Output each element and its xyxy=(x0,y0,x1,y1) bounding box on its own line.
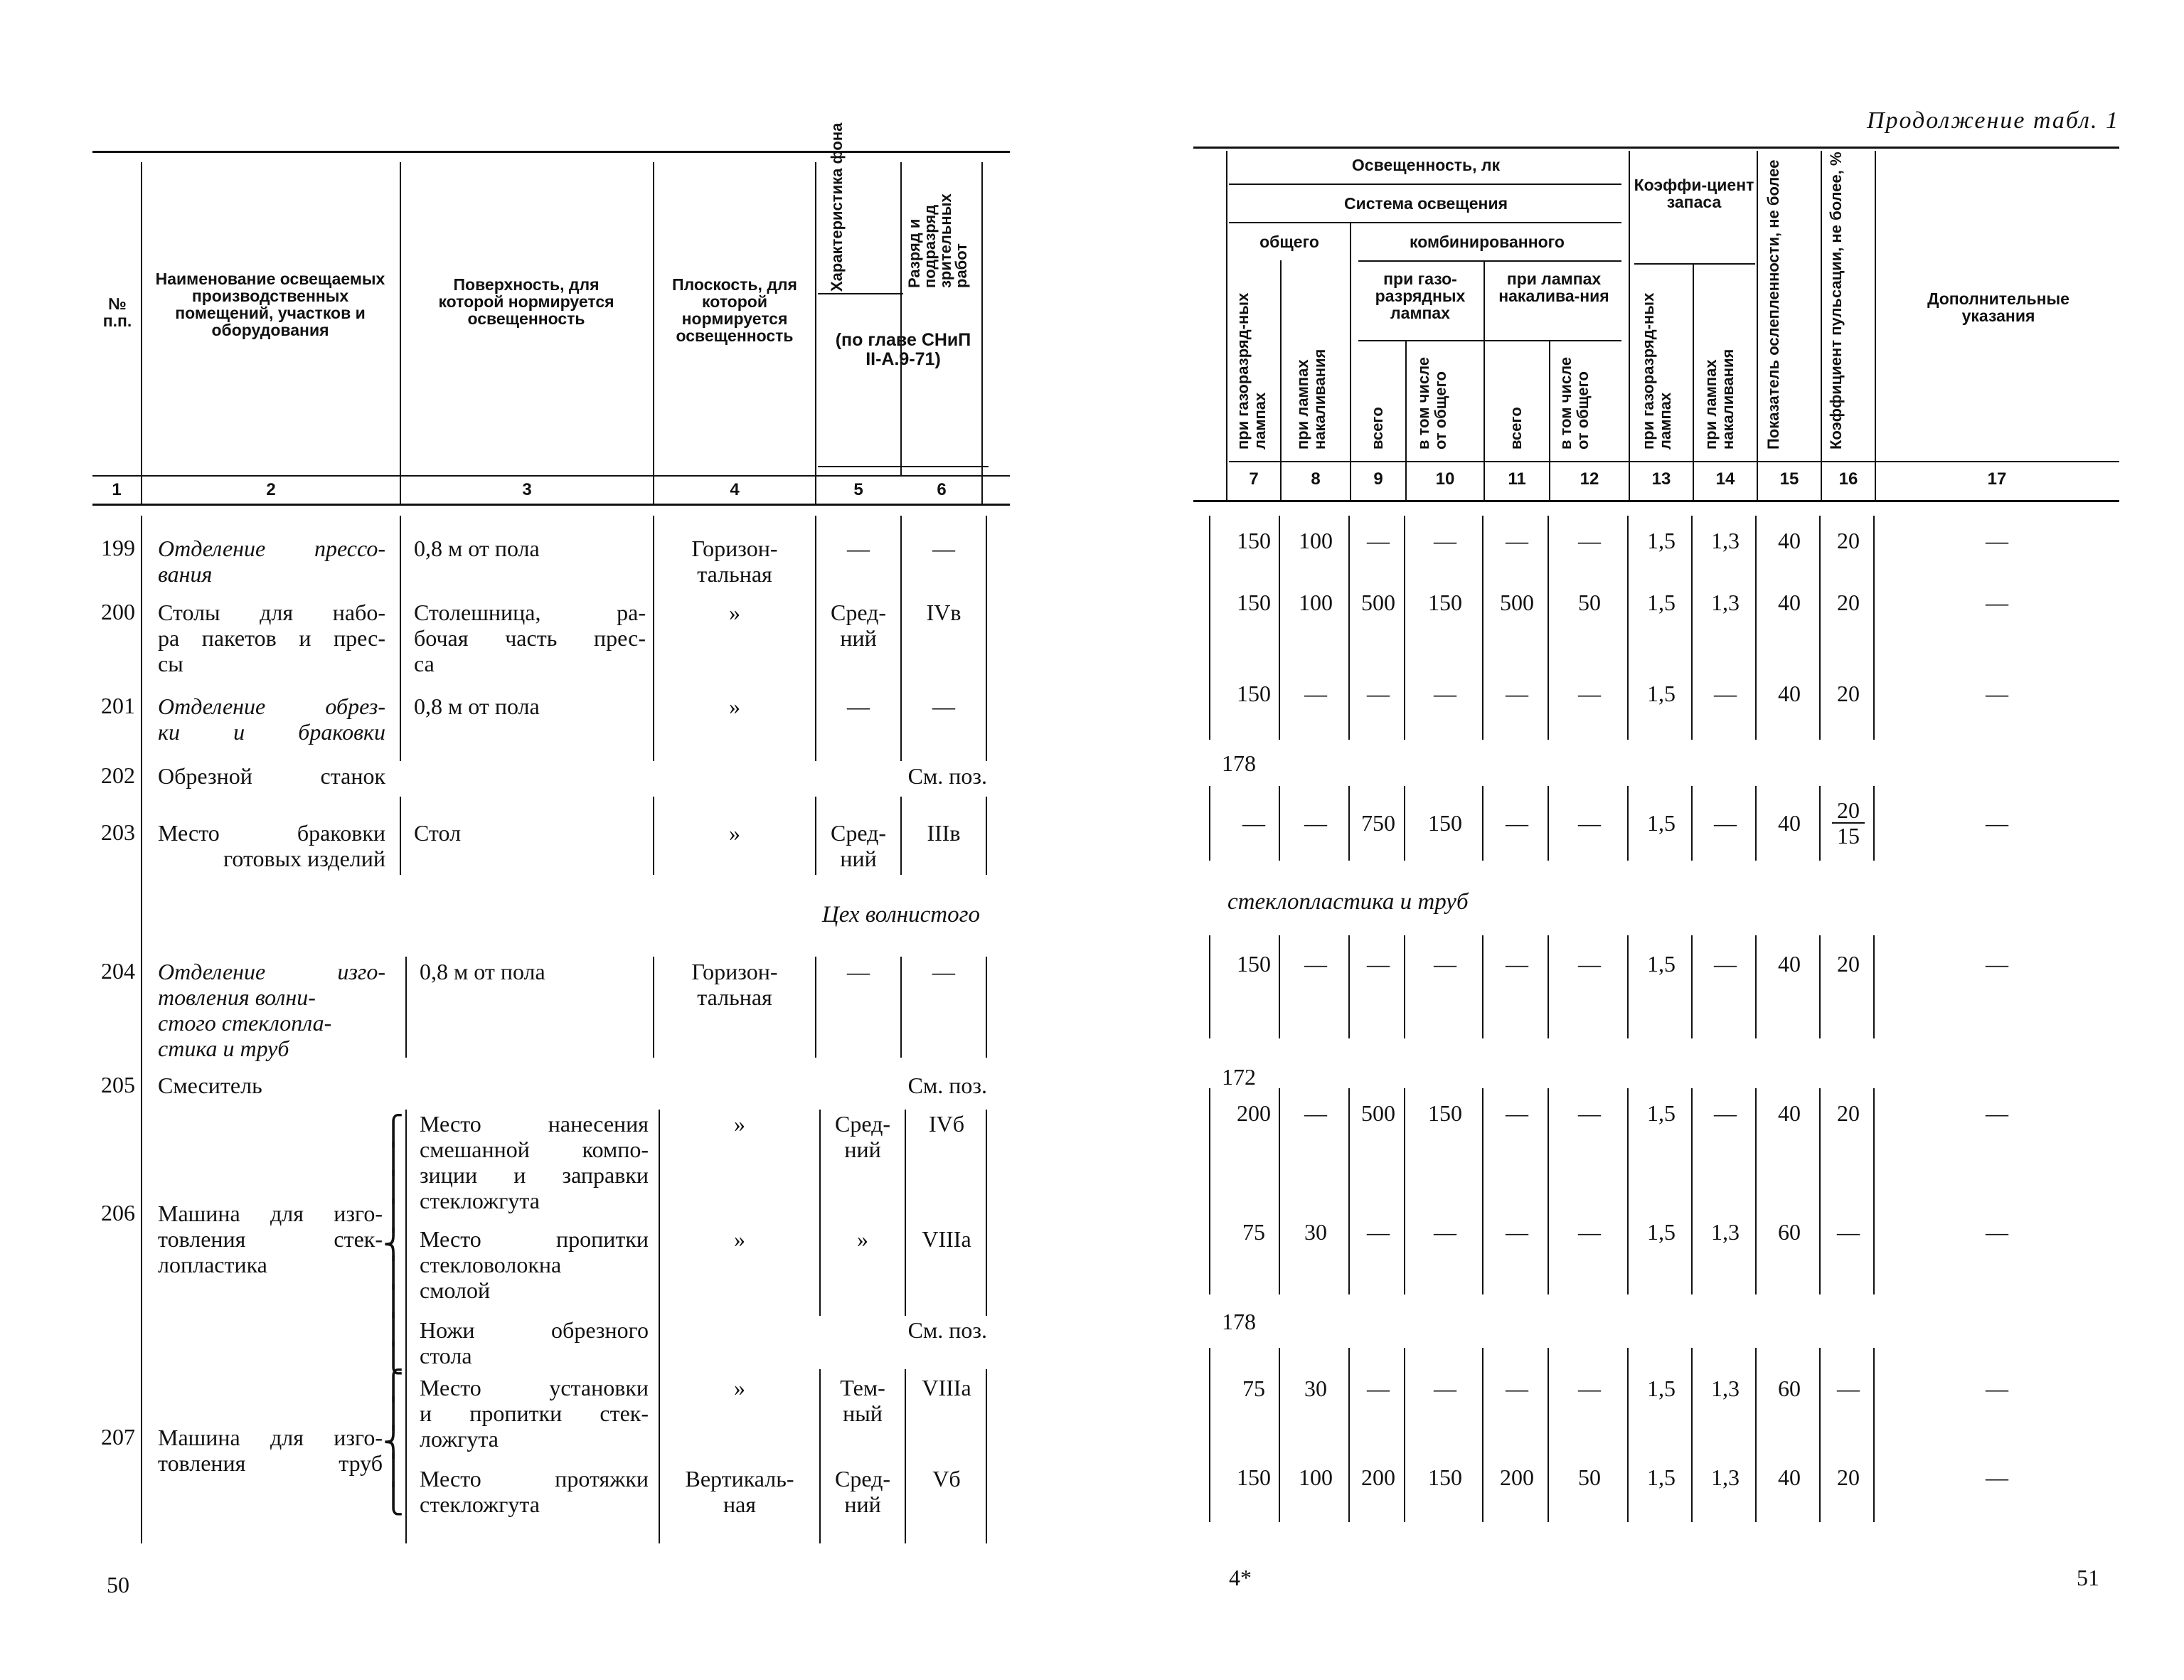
cell-col-17: — xyxy=(1986,1464,2008,1490)
cell-col-8: 100 xyxy=(1299,528,1333,553)
row-plane: » xyxy=(734,1375,745,1400)
row-name-line: Место браковки xyxy=(158,820,385,846)
cell-col-17: — xyxy=(1986,528,2008,553)
row-surface-line: и пропитки стек- xyxy=(420,1400,649,1426)
cell-col-7: 75 xyxy=(1242,1376,1265,1401)
row-name-line: Столы для набо- xyxy=(158,600,385,625)
row-name-line: товления волни- xyxy=(158,984,316,1010)
cell-col-9: — xyxy=(1367,951,1390,977)
cell-col-8: — xyxy=(1304,681,1327,706)
row-bg: — xyxy=(847,536,870,561)
row-bg-line: Сред- xyxy=(830,600,887,625)
cell-col-8: 30 xyxy=(1304,1219,1327,1245)
row-name-line: товления труб xyxy=(158,1450,383,1476)
signature-mark: 4* xyxy=(1229,1565,1252,1590)
row-grade: — xyxy=(932,536,955,561)
header-c10: в том числе от общего xyxy=(1415,356,1449,450)
cell-col-13: 1,5 xyxy=(1647,681,1676,706)
cell-col-8: — xyxy=(1304,1100,1327,1126)
col-number: 15 xyxy=(1779,469,1799,489)
row-surface-line: стекложгута xyxy=(420,1492,540,1517)
row-number: 199 xyxy=(101,535,135,560)
row-bg-line: ний xyxy=(840,846,877,871)
cell-col-12: — xyxy=(1578,810,1601,836)
row-number: 206 xyxy=(101,1200,135,1226)
header-reserve: Коэффи-циент запаса xyxy=(1634,176,1754,211)
cell-col-17: — xyxy=(1986,1219,2008,1245)
row-number: 204 xyxy=(101,958,135,984)
header-combined: комбинированного xyxy=(1410,233,1565,251)
cell-col-12: — xyxy=(1578,1100,1601,1126)
cell-col-13: 1,5 xyxy=(1647,528,1676,553)
cell-col-11: 200 xyxy=(1500,1464,1534,1490)
row-name-line: Отделение изго- xyxy=(158,959,385,984)
cell-col-9: — xyxy=(1367,1376,1390,1401)
row-name-line: Отделение обрез- xyxy=(158,693,385,719)
cell-col-15: 40 xyxy=(1778,1100,1801,1126)
row-name-line: стика и труб xyxy=(158,1036,289,1061)
cell-col-13: 1,5 xyxy=(1647,1100,1676,1126)
cell-col-14: — xyxy=(1714,810,1737,836)
cell-col-10: 150 xyxy=(1428,1464,1462,1490)
col-number: 6 xyxy=(937,480,947,499)
cell-col-10: — xyxy=(1434,528,1456,553)
col-number: 14 xyxy=(1715,469,1735,489)
cell-col-9: — xyxy=(1367,681,1390,706)
row-grade: VIIIа xyxy=(922,1375,971,1400)
row-surface-line: смолой xyxy=(420,1277,491,1303)
cell-col-7: 200 xyxy=(1237,1100,1271,1126)
row-grade: — xyxy=(932,959,955,984)
row-name-line: ра пакетов и прес- xyxy=(158,625,385,651)
row-surface-line: Место установки xyxy=(420,1375,649,1400)
row-grade: VIIIа xyxy=(922,1226,971,1252)
row-grade: IVб xyxy=(928,1111,965,1137)
row-surface-line: стекложгута xyxy=(420,1188,540,1213)
row-bg-line: ний xyxy=(844,1492,881,1517)
ref-number: 178 xyxy=(1222,1309,1256,1334)
cell-col-9: 500 xyxy=(1361,1100,1395,1126)
row-plane-line: ная xyxy=(723,1492,757,1517)
header-snip: (по главе СНиП II-А.9-71) xyxy=(835,330,971,369)
cell-col-9: 200 xyxy=(1361,1464,1395,1490)
cell-col-15: 40 xyxy=(1778,810,1801,836)
cell-col-14: — xyxy=(1714,951,1737,977)
cell-col-8: 30 xyxy=(1304,1376,1327,1401)
cell-col-17: — xyxy=(1986,681,2008,706)
page-number: 51 xyxy=(2077,1565,2099,1590)
pulse-bottom: 15 xyxy=(1837,823,1860,849)
cell-col-10: — xyxy=(1434,1376,1456,1401)
section-title: Цех волнистого xyxy=(821,902,980,927)
cell-col-7: — xyxy=(1242,810,1265,836)
cell-col-13: 1,5 xyxy=(1647,590,1676,615)
row-name-line: готовых изделий xyxy=(223,846,385,871)
col-number: 13 xyxy=(1651,469,1671,489)
cell-col-11: — xyxy=(1506,810,1528,836)
row-plane: » xyxy=(734,1111,745,1137)
cell-col-14: 1,3 xyxy=(1711,528,1740,553)
row-number: 203 xyxy=(101,819,135,845)
header-grade: Разряд и подразряд зрительных работ xyxy=(905,193,970,288)
cell-col-16: — xyxy=(1837,1219,1860,1245)
cell-col-11: — xyxy=(1506,1100,1528,1126)
cell-col-16: — xyxy=(1837,1376,1860,1401)
col-number: 1 xyxy=(112,480,122,499)
header-plane: Плоскость, для которой нормируется освещенность xyxy=(672,275,797,345)
cell-col-12: 50 xyxy=(1578,590,1601,615)
row-surface-line: Место нанесения xyxy=(420,1111,649,1137)
cell-col-12: 50 xyxy=(1578,1464,1601,1490)
pulse-top: 20 xyxy=(1832,798,1865,824)
row-bg: — xyxy=(847,693,870,719)
row-surface-line: са xyxy=(414,651,435,676)
row-plane: » xyxy=(729,820,740,846)
cell-col-17: — xyxy=(1986,810,2008,836)
cell-col-16: 20 xyxy=(1837,1100,1860,1126)
row-name-line: товления стек- xyxy=(158,1226,383,1252)
row-ref: См. поз. xyxy=(907,1317,987,1343)
cell-col-17: — xyxy=(1986,951,2008,977)
page-number: 50 xyxy=(107,1572,129,1597)
row-plane-line: Вертикаль- xyxy=(685,1466,794,1492)
cell-col-11: — xyxy=(1506,528,1528,553)
header-c11: всего xyxy=(1507,407,1525,450)
cell-col-17: — xyxy=(1986,1376,2008,1401)
row-surface: 0,8 м от пола xyxy=(420,959,545,984)
ref-number: 178 xyxy=(1222,750,1256,776)
header-c16: Коэффициент пульсации, не более, % xyxy=(1827,151,1845,450)
cell-col-10: 150 xyxy=(1428,590,1462,615)
row-bg-line: ний xyxy=(840,625,877,651)
header-c8: при лампах накаливания xyxy=(1294,349,1328,450)
cell-col-16 xyxy=(1822,797,1875,849)
row-number: 200 xyxy=(101,599,135,624)
cell-col-8: 100 xyxy=(1299,1464,1333,1490)
row-bg-line: Сред- xyxy=(834,1466,891,1492)
row-number: 202 xyxy=(101,762,135,788)
cell-col-12: — xyxy=(1578,681,1601,706)
row-name-line: вания xyxy=(158,561,213,587)
row-bg: — xyxy=(847,959,870,984)
cell-col-7: 150 xyxy=(1237,1464,1271,1490)
row-surface-line: стола xyxy=(420,1343,472,1368)
cell-col-9: 500 xyxy=(1361,590,1395,615)
row-plane: » xyxy=(729,693,740,719)
row-surface: 0,8 м от пола xyxy=(414,693,540,719)
cell-col-12: — xyxy=(1578,951,1601,977)
cell-col-15: 60 xyxy=(1778,1219,1801,1245)
cell-col-16: 20 xyxy=(1837,590,1860,615)
continuation-label: Продолжение табл. 1 xyxy=(1866,107,2119,134)
row-number: 201 xyxy=(101,693,135,718)
row-surface-line: смешанной компо- xyxy=(420,1137,649,1162)
row-bg-line: Сред- xyxy=(834,1111,891,1137)
col-number: 2 xyxy=(266,480,276,499)
header-system: Система освещения xyxy=(1344,194,1508,213)
cell-col-11: — xyxy=(1506,1376,1528,1401)
cell-col-13: 1,5 xyxy=(1647,1376,1676,1401)
row-bg: » xyxy=(857,1226,868,1252)
row-surface-line: Ножи обрезного xyxy=(420,1317,649,1343)
cell-col-16: 20 xyxy=(1837,1464,1860,1490)
col-number: 7 xyxy=(1249,469,1259,489)
cell-col-12: — xyxy=(1578,528,1601,553)
header-c17: Дополнительные указания xyxy=(1927,289,2070,325)
cell-col-16: 20 xyxy=(1837,951,1860,977)
row-surface-line: Место протяжки xyxy=(420,1466,649,1492)
row-plane-line: Горизон- xyxy=(691,536,778,561)
row-surface-line: бочая часть прес- xyxy=(414,625,646,651)
cell-col-8: — xyxy=(1304,810,1327,836)
col-number: 12 xyxy=(1580,469,1599,489)
cell-col-14: 1,3 xyxy=(1711,1376,1740,1401)
row-name-line: Машина для изго- xyxy=(158,1201,383,1226)
header-illum: Освещенность, лк xyxy=(1351,156,1501,174)
row-name: Смеситель xyxy=(158,1073,262,1098)
section-continuation: стеклопластика и труб xyxy=(1227,889,1469,915)
row-surface-line: ложгута xyxy=(420,1426,499,1452)
row-name-line: ки и браковки xyxy=(158,719,385,745)
col-number: 8 xyxy=(1311,469,1321,489)
col-number: 10 xyxy=(1435,469,1455,489)
cell-col-11: — xyxy=(1506,951,1528,977)
header-name: Наименование освещаемых производственных помещений, участков и оборудования xyxy=(155,270,385,339)
row-surface-line: зиции и заправки xyxy=(420,1162,649,1188)
row-ref: См. поз. xyxy=(907,1073,987,1098)
row-grade: Vб xyxy=(932,1466,961,1492)
brace: ⎧ ⎪ ⎨ ⎪ ⎩ xyxy=(383,1369,404,1515)
cell-col-8: — xyxy=(1304,951,1327,977)
cell-col-13: 1,5 xyxy=(1647,951,1676,977)
row-surface-line: стекловолокна xyxy=(420,1252,562,1277)
row-grade: IIIв xyxy=(927,820,961,846)
cell-col-10: — xyxy=(1434,951,1456,977)
row-bg-line: ний xyxy=(844,1137,881,1162)
row-surface-line: Место пропитки xyxy=(420,1226,649,1252)
row-plane: » xyxy=(729,600,740,625)
cell-col-11: — xyxy=(1506,681,1528,706)
row-surface: Стол xyxy=(414,820,462,846)
cell-col-15: 40 xyxy=(1778,951,1801,977)
cell-col-17: — xyxy=(1986,1100,2008,1126)
row-plane-line: тальная xyxy=(697,984,772,1010)
header-inc-comb: при лампах накалива-ния xyxy=(1498,270,1609,305)
cell-col-10: 150 xyxy=(1428,810,1462,836)
cell-col-7: 75 xyxy=(1242,1219,1265,1245)
row-bg-line: Тем- xyxy=(840,1375,885,1400)
cell-col-13: 1,5 xyxy=(1647,1464,1676,1490)
row-number: 207 xyxy=(101,1424,135,1450)
cell-col-11: 500 xyxy=(1500,590,1534,615)
row-grade: IVв xyxy=(926,600,962,625)
col-number: 17 xyxy=(1987,469,2007,489)
header-general: общего xyxy=(1259,233,1319,251)
header-c13: при газоразряд-ных лампах xyxy=(1639,292,1674,450)
row-name-line: лопластика xyxy=(158,1252,267,1277)
cell-col-14: — xyxy=(1714,681,1737,706)
row-ref: См. поз. xyxy=(907,763,987,789)
cell-col-12: — xyxy=(1578,1219,1601,1245)
col-number: 11 xyxy=(1508,469,1526,489)
row-bg-line: ный xyxy=(843,1400,883,1426)
row-bg-line: Сред- xyxy=(830,820,887,846)
row-plane: » xyxy=(734,1226,745,1252)
header-surface: Поверхность, для которой нормируется освещенность xyxy=(438,275,614,328)
col-number: 9 xyxy=(1373,469,1383,489)
row-plane-line: тальная xyxy=(697,561,772,587)
cell-col-7: 150 xyxy=(1237,951,1271,977)
cell-col-12: — xyxy=(1578,1376,1601,1401)
row-plane-line: Горизон- xyxy=(691,959,778,984)
row-name-line: стого стеклопла- xyxy=(158,1010,332,1036)
row-grade: — xyxy=(932,693,955,719)
header-no: № п.п. xyxy=(102,294,132,330)
cell-col-9: — xyxy=(1367,528,1390,553)
header-c12: в том числе от общего xyxy=(1557,356,1592,450)
cell-col-8: 100 xyxy=(1299,590,1333,615)
cell-col-7: 150 xyxy=(1237,681,1271,706)
cell-col-15: 40 xyxy=(1778,1464,1801,1490)
cell-col-13: 1,5 xyxy=(1647,1219,1676,1245)
col-number: 4 xyxy=(730,480,740,499)
row-name: Обрезной станок xyxy=(158,763,385,789)
brace: ⎧ ⎪ ⎪ ⎪ ⎨ ⎪ ⎪ ⎪ ⎩ xyxy=(383,1115,404,1374)
header-bg: Характеристика фона xyxy=(828,122,846,292)
cell-col-9: — xyxy=(1367,1219,1390,1245)
cell-col-7: 150 xyxy=(1237,528,1271,553)
cell-col-7: 150 xyxy=(1237,590,1271,615)
cell-col-14: 1,3 xyxy=(1711,590,1740,615)
cell-col-15: 40 xyxy=(1778,681,1801,706)
cell-col-16: 20 xyxy=(1837,681,1860,706)
ref-number: 172 xyxy=(1222,1064,1256,1090)
cell-col-13: 1,5 xyxy=(1647,810,1676,836)
row-name-line: Отделение прессо- xyxy=(158,536,385,561)
col-number: 3 xyxy=(522,480,532,499)
row-surface: 0,8 м от пола xyxy=(414,536,540,561)
header-gas-comb: при газо-разрядных лампах xyxy=(1375,270,1466,322)
cell-col-15: 40 xyxy=(1778,528,1801,553)
header-c7: при газоразряд-ных лампах xyxy=(1234,292,1269,450)
cell-col-14: — xyxy=(1714,1100,1737,1126)
cell-col-9: 750 xyxy=(1361,810,1395,836)
col-number: 5 xyxy=(853,480,863,499)
header-c14: при лампах накаливания xyxy=(1702,349,1737,450)
cell-col-10: — xyxy=(1434,1219,1456,1245)
row-name-line: Машина для изго- xyxy=(158,1425,383,1450)
header-c15: Показатель ослепленности, не более xyxy=(1764,159,1782,450)
cell-col-10: 150 xyxy=(1428,1100,1462,1126)
cell-col-17: — xyxy=(1986,590,2008,615)
col-number: 16 xyxy=(1838,469,1858,489)
cell-col-10: — xyxy=(1434,681,1456,706)
row-name-line: сы xyxy=(158,651,183,676)
cell-col-16: 20 xyxy=(1837,528,1860,553)
cell-col-15: 40 xyxy=(1778,590,1801,615)
cell-col-14: 1,3 xyxy=(1711,1464,1740,1490)
row-number: 205 xyxy=(101,1072,135,1097)
row-surface-line: Столешница, ра- xyxy=(414,600,646,625)
cell-col-15: 60 xyxy=(1778,1376,1801,1401)
cell-col-11: — xyxy=(1506,1219,1528,1245)
cell-col-14: 1,3 xyxy=(1711,1219,1740,1245)
header-c9: всего xyxy=(1368,407,1386,450)
